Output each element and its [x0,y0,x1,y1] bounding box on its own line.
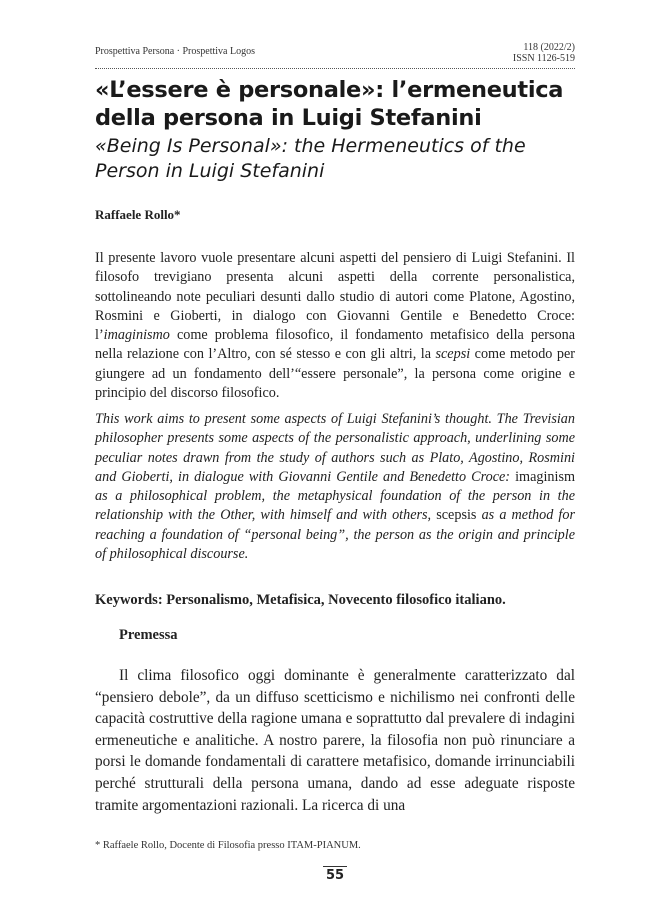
abstract-emphasis: scepsi [435,346,471,363]
abstract-emphasis: imaginism [515,468,575,485]
page-number-rule [323,866,347,867]
title-line: «Being Is Personal»: the Hermeneutics of the [95,135,526,157]
footnote: * Raffaele Rollo, Docente di Filosofia presso ITAM-PIANUM. [95,840,361,851]
title-line: Person in Luigi Stefanini [95,160,325,182]
article-title-italian [95,76,575,132]
abstract-english [95,410,575,564]
abstract-italian [95,249,575,403]
issue-info [513,42,575,64]
issn: ISSN 1126-519 [512,53,575,64]
abstract-text: as a philosophical problem, the metaphysical foundation of the person in the relationship with the Other, with himself and with others, [95,488,575,524]
page-number: 55 [325,868,345,883]
issue-number: 118 (2022/2) [523,42,575,53]
author-name: Raffaele Rollo* [95,207,181,222]
abstract-text: come metodo per giungere ad un fondamento dell’“essere personale”, la persona come origine e principio del discorso filosofico. [95,346,575,402]
abstract-text: as a method for reaching a foundation of “personal being”, the person as the origin and principle of philosophical discourse. [95,507,575,563]
article-title-english [95,134,575,184]
abstract-text: This work aims to present some aspects of Luigi Stefanini’s thought. The Trevisian philosopher presents some aspects of the personalistic approach, underlining some peculiar notes drawn from the study of authors such as Plato, Agostino, Rosmini and Gioberti, in dialogue with Giovanni Gentile and Benedetto Croce: [95,411,575,485]
keywords: Keywords: Personalismo, Metafisica, Novecento filosofico italiano. [95,592,506,608]
section-heading: Premessa [119,627,178,643]
abstract-emphasis: imaginismo [103,327,170,344]
header-divider [95,68,575,69]
abstract-text: Il presente lavoro vuole presentare alcuni aspetti del pensiero di Luigi Stefanini. Il filosofo trevigiano presenta alcuni aspetti della corrente personalistica, sottolineando note peculiari desunti dallo studio di autori come Platone, Agostino, Rosmini e Gioberti, in dialogo con Giovanni Gentile e Benedetto Croce: l’ [95,250,575,344]
abstract-emphasis: scepsis [436,507,477,524]
title-line: «L’essere è personale»: l’ermeneutica [95,77,564,103]
title-line: della persona in Luigi Stefanini [95,105,482,131]
journal-name: Prospettiva Persona · Prospettiva Logos [95,46,255,57]
body-paragraph: Il clima filosofico oggi dominante è generalmente caratterizzato dal “pensiero debole”, da un diffuso scetticismo e nichilismo nei confronti delle capacità costruttive della ragione umana e soprattutto dal prevalere di indagini ermeneutiche e analitiche. A nostro parere, la filosofia non può rinunciare a porsi le domande fondamentali di carattere metafisico, domande irrinunciabili perché strutturali della persona umana, dando ad esse adeguate risposte tramite argomentazioni razionali. La ricerca di una [95,667,575,814]
abstract-text: come problema filosofico, il fondamento metafisico della persona nella relazione con l’Altro, con sé stesso e con gli altri, la [95,327,575,363]
